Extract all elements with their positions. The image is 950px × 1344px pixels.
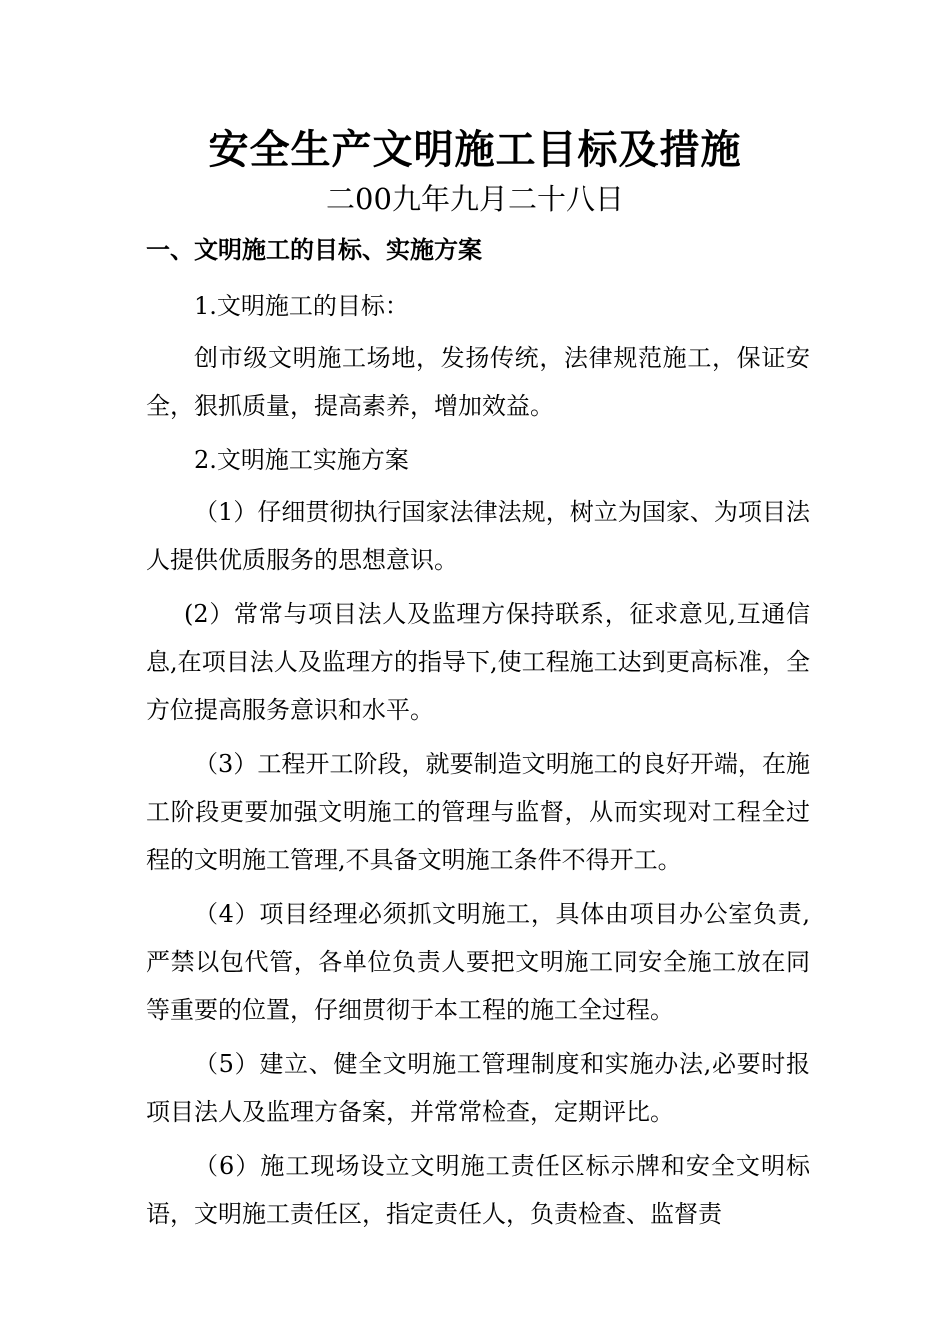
document-title: 安全生产文明施工目标及措施 [208,126,742,173]
document-date: 二00九年九月二十八日 [326,182,624,216]
paragraph-item-2: (2）常常与项目法人及监理方保持联系，征求意见,互通信息,在项目法人及监理方的指导下,使工程施工达到更高标准，全方位提高服务意识和水平。 [146,600,810,724]
subheading-plan: 2.文明施工实施方案 [194,446,409,474]
paragraph-item-5: （5）建立、健全文明施工管理制度和实施办法,必要时报项目法人及监理方备案，并常常检查，定期评比。 [146,1050,810,1126]
paragraph-item-4: （4）项目经理必须抓文明施工，具体由项目办公室负责,严禁以包代管，各单位负责人要把文明施工同安全施工放在同等重要的位置，仔细贯彻于本工程的施工全过程。 [146,900,810,1024]
subheading-goal: 1.文明施工的目标： [194,292,409,320]
paragraph-item-1: （1）仔细贯彻执行国家法律法规，树立为国家、为项目法人提供优质服务的思想意识。 [146,498,810,574]
paragraph-goal: 创市级文明施工场地，发扬传统，法律规范施工，保证安全，狠抓质量，提高素养，增加效益。 [146,344,810,420]
section-heading: 一、文明施工的目标、实施方案 [146,235,482,264]
paragraph-item-6: （6）施工现场设立文明施工责任区标示牌和安全文明标语，文明施工责任区，指定责任人，负责检查、监督责 [146,1152,810,1228]
document-body [146,282,810,1244]
paragraph-item-3: （3）工程开工阶段，就要制造文明施工的良好开端，在施工阶段更要加强文明施工的管理与监督，从而实现对工程全过程的文明施工管理,不具备文明施工条件不得开工。 [146,750,810,874]
